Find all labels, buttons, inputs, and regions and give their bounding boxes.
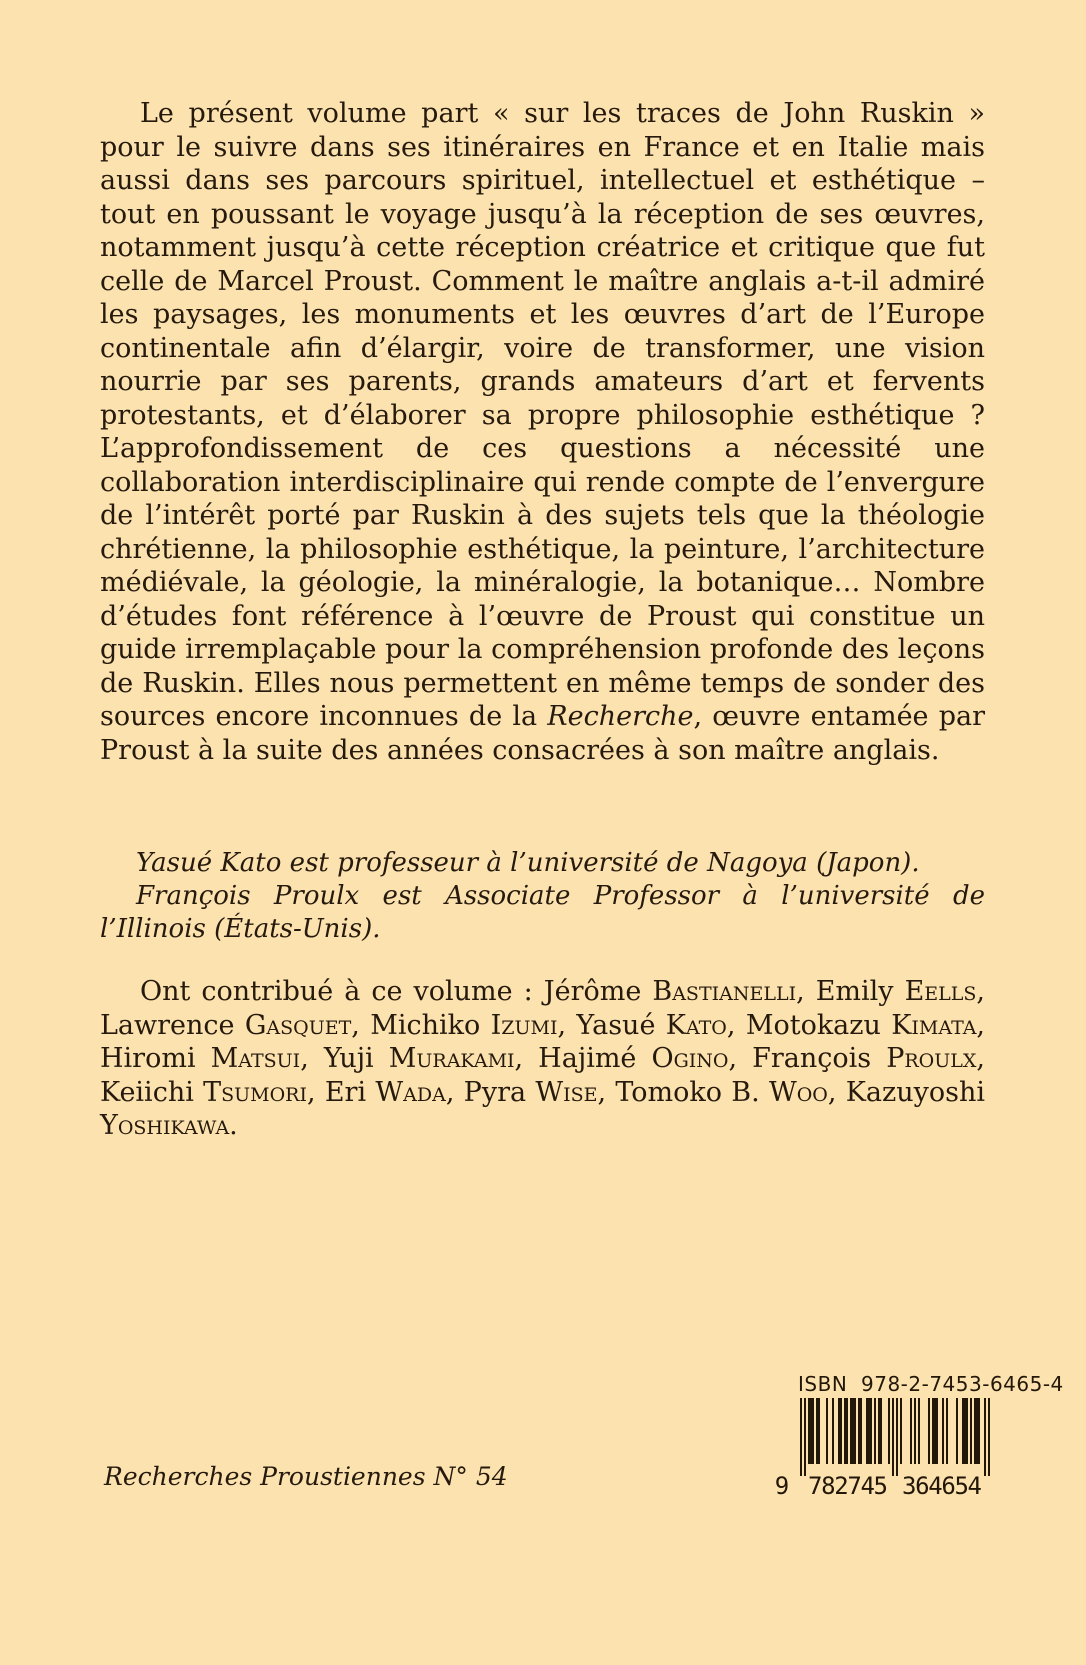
text-run: , œuvre entamée par Proust à la suite des années consacrées à son maître anglais. (100, 701, 986, 766)
barcode-bar (970, 1398, 972, 1464)
text-run: Wada (375, 1076, 446, 1108)
text-run: Kato (665, 1009, 727, 1041)
text-run: Woo (768, 1076, 828, 1108)
barcode-bar (900, 1398, 902, 1464)
barcode-bar (858, 1398, 860, 1464)
barcode-bar (942, 1398, 944, 1464)
isbn-number: ISBN 978-2-7453-6465-4 (798, 1372, 1064, 1396)
text-run: Murakami (388, 1043, 515, 1074)
barcode-bar (888, 1398, 890, 1464)
text-run: Izumi (490, 1009, 558, 1041)
barcode-bar (816, 1398, 818, 1464)
text-run: , Hajimé (514, 1043, 652, 1074)
barcode-bar (964, 1398, 966, 1464)
barcode-bar (860, 1398, 862, 1464)
barcode-bar (892, 1398, 894, 1476)
barcode-bar (810, 1398, 812, 1464)
barcode-bar (928, 1398, 930, 1464)
barcode-bar (976, 1398, 978, 1464)
text-run: , Yuji (300, 1043, 389, 1074)
barcode-bar (880, 1398, 882, 1464)
text-run: Matsui (210, 1043, 301, 1074)
barcode-bar (868, 1398, 870, 1464)
barcode-bar (978, 1398, 980, 1464)
barcode-bar (840, 1398, 842, 1464)
text-run: , Yasué (557, 1009, 666, 1041)
barcode-digit-first: 9 (774, 1472, 790, 1498)
text-run: . (229, 1110, 238, 1141)
text-run: , Keiichi (100, 1043, 985, 1108)
text-run: , Pyra (445, 1076, 536, 1108)
text-run: Ont contribué à ce volume : Jérôme (140, 976, 653, 1007)
barcode-bar (934, 1398, 936, 1464)
barcode-bar (854, 1398, 856, 1464)
text-run: Le présent volume part « sur les traces de John Ruskin » pour le suivre dans ses itinéraires en France et en Italie mais aussi dans ses parcours spirituel, intellectuel et esthétique – tout en poussant le voyage jusqu’à la réception de ses œuvres, notamment jusqu’à cette réception créatrice et critique que fut celle de Marcel Proust. Comment le maître anglais a-t-il admiré les paysages, les monuments et les œuvres d’art de l’Europe continentale afin d’élargir, voire de transformer, une vision nourrie par ses parents, grands amateurs d’art et fervents protestants, et d’élaborer sa propre philosophie esthétique ? L’approfondissement de ces questions a nécessité une collaboration interdisciplinaire qui rende compte de l’envergure de l’intérêt porté par Ruskin à des sujets tels que la théologie chrétienne, la philosophie esthétique, la peinture, l’architecture médiévale, la géologie, la minéralogie, la botanique… Nombre d’études font référence à l’œuvre de Proust qui constitue un guide irremplaçable pour la compréhension profonde des leçons de Ruskin. Elles nous permettent en même temps de sonder des sources encore inconnues de la (100, 98, 985, 732)
barcode-bar (846, 1398, 848, 1464)
authors-bio-block (100, 847, 985, 946)
text-run: , Hiromi (100, 1009, 986, 1074)
barcode-bar (826, 1398, 828, 1464)
ean13-barcode (760, 1398, 1000, 1498)
barcode-bar (832, 1398, 834, 1464)
barcode-bar (914, 1398, 916, 1464)
contributors-paragraph (100, 975, 985, 1143)
barcode-bar (804, 1398, 806, 1476)
text-run: , Tomoko B. (597, 1076, 769, 1108)
barcode-bar (874, 1398, 876, 1464)
barcode-digits-left: 782745 (808, 1472, 888, 1498)
text-run: Proulx (886, 1043, 977, 1074)
barcode-bar (818, 1398, 820, 1464)
author-bio-kato (100, 847, 985, 880)
text-run: Tsumori (203, 1076, 307, 1108)
barcode-bar (984, 1398, 986, 1476)
barcode-bar (974, 1398, 976, 1464)
text-run: Gasquet (244, 1009, 352, 1041)
barcode-bar (932, 1398, 934, 1464)
barcode-bar (878, 1398, 880, 1464)
barcode-bar (918, 1398, 920, 1464)
synopsis-block (100, 97, 985, 767)
barcode-bar (966, 1398, 968, 1464)
barcode-bar (838, 1398, 840, 1464)
barcode-bar (956, 1398, 958, 1464)
text-run: Recherche (547, 701, 694, 732)
barcode-bar (946, 1398, 948, 1464)
barcode-bars (800, 1398, 990, 1476)
synopsis-paragraph (100, 97, 985, 767)
contributors-block (100, 975, 985, 1143)
text-run: , Michiko (351, 1009, 491, 1041)
isbn-barcode-block (760, 1372, 1064, 1498)
barcode-bar (812, 1398, 814, 1464)
text-run: Yoshikawa (100, 1110, 230, 1141)
text-run: , Lawrence (100, 976, 985, 1041)
barcode-bar (936, 1398, 938, 1464)
barcode-bar (808, 1398, 810, 1464)
text-run: Ogino (651, 1043, 729, 1074)
barcode-bar (850, 1398, 852, 1464)
text-run: Kimata (891, 1009, 977, 1041)
barcode-bar (962, 1398, 964, 1464)
text-run: , Kazuyoshi (827, 1076, 985, 1108)
author-bio-proulx (100, 880, 985, 946)
barcode-bar (870, 1398, 872, 1464)
text-run: , Eri (307, 1076, 376, 1108)
barcode-bar (988, 1398, 990, 1476)
series-title: Recherches Proustiennes N° 54 (104, 1462, 508, 1491)
text-run: , Emily (796, 976, 905, 1007)
barcode-bar (866, 1398, 868, 1464)
text-run: Eells (904, 976, 977, 1007)
text-run: François Proulx est Associate Professor à l’université de l’Illinois (États-Unis). (100, 881, 985, 944)
text-run: Wise (535, 1076, 598, 1108)
text-run: , Motokazu (726, 1009, 892, 1041)
barcode-digits-right: 364654 (902, 1472, 982, 1498)
barcode-bar (800, 1398, 802, 1476)
barcode-bar (910, 1398, 912, 1464)
barcode-bar (844, 1398, 846, 1464)
barcode-bar (896, 1398, 898, 1476)
barcode-bar (852, 1398, 854, 1464)
text-run: Yasué Kato est professeur à l’université de Nagoya (Japon). (136, 848, 920, 878)
text-run: Bastianelli (652, 976, 797, 1007)
text-run: , François (728, 1043, 887, 1074)
